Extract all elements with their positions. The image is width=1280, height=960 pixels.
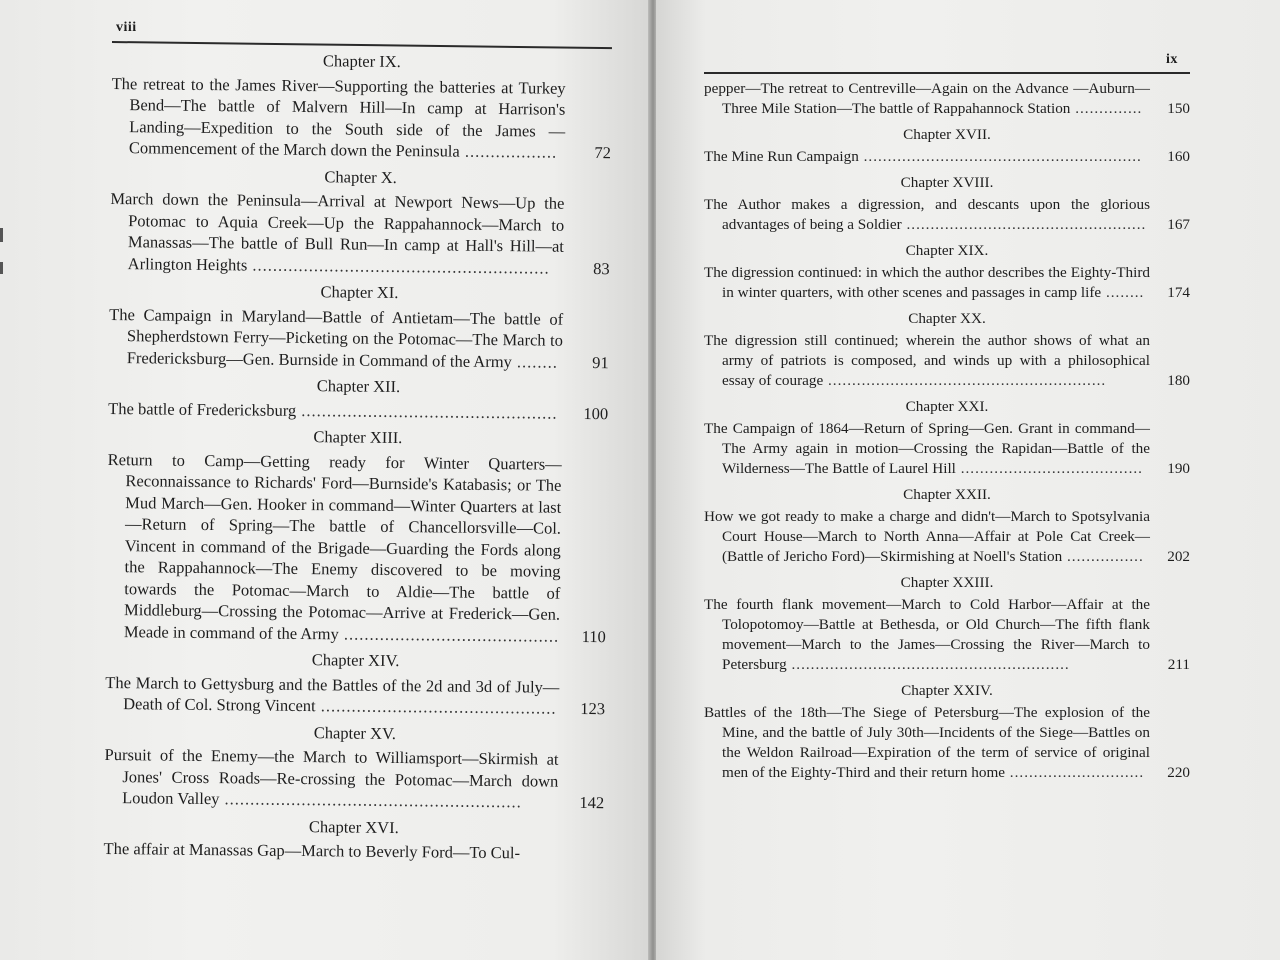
page-reference: 110 — [581, 626, 606, 646]
chapter-summary — [104, 838, 558, 864]
dot-leader: ...................................... — [955, 460, 1143, 477]
page-edge-mark — [0, 228, 3, 242]
toc-entry — [105, 671, 605, 719]
chapter-summary-text: The fourth flank movement—March to Cold Harbor—Affair at the Tolopotomoy—Battle at Bethesda, or Old Church—The fifth flank movement—March to the James—Crossing the River—March to Petersburg — [704, 596, 1150, 673]
chapter-summary — [704, 263, 1150, 303]
page-reference: 160 — [1167, 148, 1190, 165]
toc-entry — [108, 397, 608, 424]
table-of-contents-left — [103, 48, 612, 870]
chapter-summary-text: The March to Gettysburg and the Battles of the 2d and 3d of July—Death of Col. Strong Vincent — [105, 672, 560, 716]
toc-entry — [106, 448, 608, 647]
toc-entry — [704, 79, 1190, 119]
chapter-heading: Chapter XVIII. — [900, 174, 994, 191]
dot-leader: ............................ — [1005, 764, 1145, 781]
chapter-summary — [704, 507, 1150, 567]
toc-entry — [704, 595, 1190, 675]
chapter-summary-text: March down the Peninsula—Arrival at Newport News—Up the Potomac to Aquia Creek—Up the Rappahannock—March to Manassas—The battle of Bull Run—In camp at Hall's Hill—at Arlington Heights — [110, 188, 565, 274]
table-of-contents-right — [704, 79, 1190, 789]
chapter-summary — [704, 195, 1150, 235]
dot-leader: .............................................. — [315, 696, 557, 718]
page-number-folio: ix — [1166, 52, 1178, 67]
chapter-summary — [704, 595, 1150, 675]
toc-entry — [704, 419, 1190, 479]
dot-leader: .................................................. — [901, 216, 1147, 233]
chapter-heading: Chapter XXIV. — [901, 682, 993, 699]
dot-leader: .......................................... — [338, 623, 560, 646]
dot-leader: ................ — [1062, 548, 1144, 565]
toc-entry — [704, 147, 1190, 167]
page-reference: 123 — [580, 698, 606, 719]
chapter-heading: Chapter XXII. — [903, 486, 991, 503]
chapter-heading: Chapter XX. — [908, 310, 986, 327]
page-reference: 190 — [1167, 460, 1190, 477]
toc-entry — [704, 263, 1190, 303]
chapter-heading: Chapter XVII. — [903, 126, 991, 143]
chapter-heading: Chapter XIV. — [311, 650, 400, 671]
chapter-summary-text: pepper—The retreat to Centreville—Again on the Advance —Auburn—Three Mile Station—The battle of Rappahannock Station — [704, 80, 1150, 117]
chapter-heading: Chapter XII. — [316, 376, 401, 397]
toc-entry — [704, 331, 1190, 391]
dot-leader: .............. — [1070, 100, 1143, 117]
chapter-heading: Chapter XI. — [320, 282, 399, 303]
chapter-summary-text: The affair at Manassas Gap—March to Beverly Ford—To Cul- — [103, 838, 521, 863]
chapter-summary — [704, 419, 1150, 479]
chapter-summary-text: The Campaign of 1864—Return of Spring—Gen. Grant in command—The Army again in motion—Crossing the Rapidan—Battle of the Wilderness—The Battle of Laurel Hill — [704, 420, 1150, 477]
chapter-summary-text: The Author makes a digression, and descants upon the glorious advantages of being a Soldier — [704, 196, 1150, 233]
page-reference: 174 — [1167, 284, 1190, 301]
chapter-heading: Chapter XIX. — [905, 242, 989, 259]
chapter-summary — [105, 671, 559, 719]
dot-leader: ........ — [1101, 284, 1145, 301]
chapter-summary — [108, 397, 562, 423]
chapter-heading: Chapter IX. — [322, 51, 401, 72]
dot-leader: .......................................................... — [786, 656, 1070, 673]
chapter-summary — [111, 72, 566, 163]
toc-entry — [111, 72, 612, 163]
dot-leader: .......................................................... — [858, 148, 1142, 165]
page-reference: 83 — [593, 258, 610, 278]
page-reference: 180 — [1167, 372, 1190, 389]
chapter-summary — [106, 448, 562, 646]
chapter-summary-text: Pursuit of the Enemy—the March to Williamsport—Skirmish at Jones' Cross Roads—Re-crossing the Potomac—March down Loudon Valley — [104, 744, 559, 809]
chapter-summary-text: The digression continued: in which the author describes the Eighty-Third in winter quarters, with other scenes and passages in camp life — [704, 264, 1150, 301]
chapter-summary — [704, 147, 1150, 167]
page-reference: 211 — [1167, 656, 1190, 673]
toc-entry — [109, 303, 610, 373]
page-reference: 220 — [1167, 764, 1190, 781]
dot-leader: .......................................................... — [247, 254, 550, 278]
chapter-summary-text: The retreat to the James River—Supporting the batteries at Turkey Bend—The battle of Malvern Hill—In camp at Harrison's Landing—Expedition to the South side of the James —Commencement of the March down the Peninsula — [111, 73, 566, 161]
chapter-summary — [110, 188, 565, 279]
page-edge-mark — [0, 262, 3, 274]
page-reference: 202 — [1167, 548, 1190, 565]
chapter-summary-text: Return to Camp—Getting ready for Winter Quarters—Reconnaissance to Richards' Ford—Burnside's Katabasis; or The Mud March—Gen. Hooker in command—Winter Quarters at last—Return of Spring—The battle of Chancellorsville—Col. Vincent in command of the Brigade—Guarding the Fords along the Rappahannock—The Enemy discovered to be moving towards the Potomac—March to Aldie—The battle of Middleburg—Crossing the Potomac—Arrive at Frederick—Gen. Meade in command of the Army — [107, 449, 562, 643]
chapter-summary-text: The digression still continued; wherein the author shows of what an army of patriots is composed, and winds up with a philosophical essay of courage — [704, 332, 1150, 389]
chapter-summary-text: The Mine Run Campaign — [704, 148, 859, 165]
chapter-heading: Chapter XIII. — [313, 427, 403, 448]
chapter-summary — [704, 331, 1150, 391]
toc-entry — [704, 703, 1190, 783]
chapter-heading: Chapter X. — [324, 166, 397, 187]
toc-entry — [104, 744, 605, 814]
page-reference: 100 — [583, 403, 609, 423]
toc-entry — [704, 195, 1190, 235]
chapter-summary-text: Battles of the 18th—The Siege of Petersburg—The explosion of the Mine, and the battle of July 30th—Incidents of the Siege—Battles on the Weldon Railroad—Expiration of the term of service of original men of the Eighty-Third and their return home — [704, 704, 1150, 781]
chapter-heading: Chapter XXI. — [905, 398, 989, 415]
chapter-summary — [104, 744, 559, 813]
chapter-summary-text: The battle of Fredericksburg — [108, 398, 297, 420]
page-reference: 91 — [592, 352, 609, 372]
toc-entry — [110, 188, 611, 279]
chapter-summary — [704, 79, 1150, 119]
chapter-summary — [109, 303, 564, 372]
page-reference: 142 — [579, 792, 605, 813]
dot-leader: .................................................. — [296, 400, 558, 423]
header-rule — [704, 72, 1190, 74]
page-number-folio: viii — [116, 20, 137, 35]
page-reference: 150 — [1167, 100, 1190, 117]
dot-leader: ........ — [511, 351, 559, 372]
page-reference: 72 — [594, 143, 612, 163]
toc-entry — [704, 507, 1190, 567]
chapter-heading: Chapter XV. — [313, 722, 397, 743]
chapter-summary-text: The Campaign in Maryland—Battle of Antietam—The battle of Shepherdstown Ferry—Picketing on the Potomac—The March to Fredericksburg—Gen. Burnside in Command of the Army — [109, 304, 564, 371]
page-reference: 167 — [1167, 216, 1190, 233]
right-page — [656, 0, 1280, 960]
toc-entry — [104, 838, 604, 865]
dot-leader: .......................................................... — [823, 372, 1107, 389]
dot-leader: .................. — [459, 141, 558, 162]
chapter-heading: Chapter XVI. — [308, 816, 399, 837]
chapter-heading: Chapter XXIII. — [900, 574, 994, 591]
dot-leader: .......................................................... — [219, 789, 522, 812]
chapter-summary-text: How we got ready to make a charge and didn't—March to Spotsylvania Court House—March to North Anna—Affair at Pole Cat Creek—(Battle of Jericho Ford)—Skirmishing at Noell's Station — [704, 508, 1150, 565]
chapter-summary — [704, 703, 1150, 783]
